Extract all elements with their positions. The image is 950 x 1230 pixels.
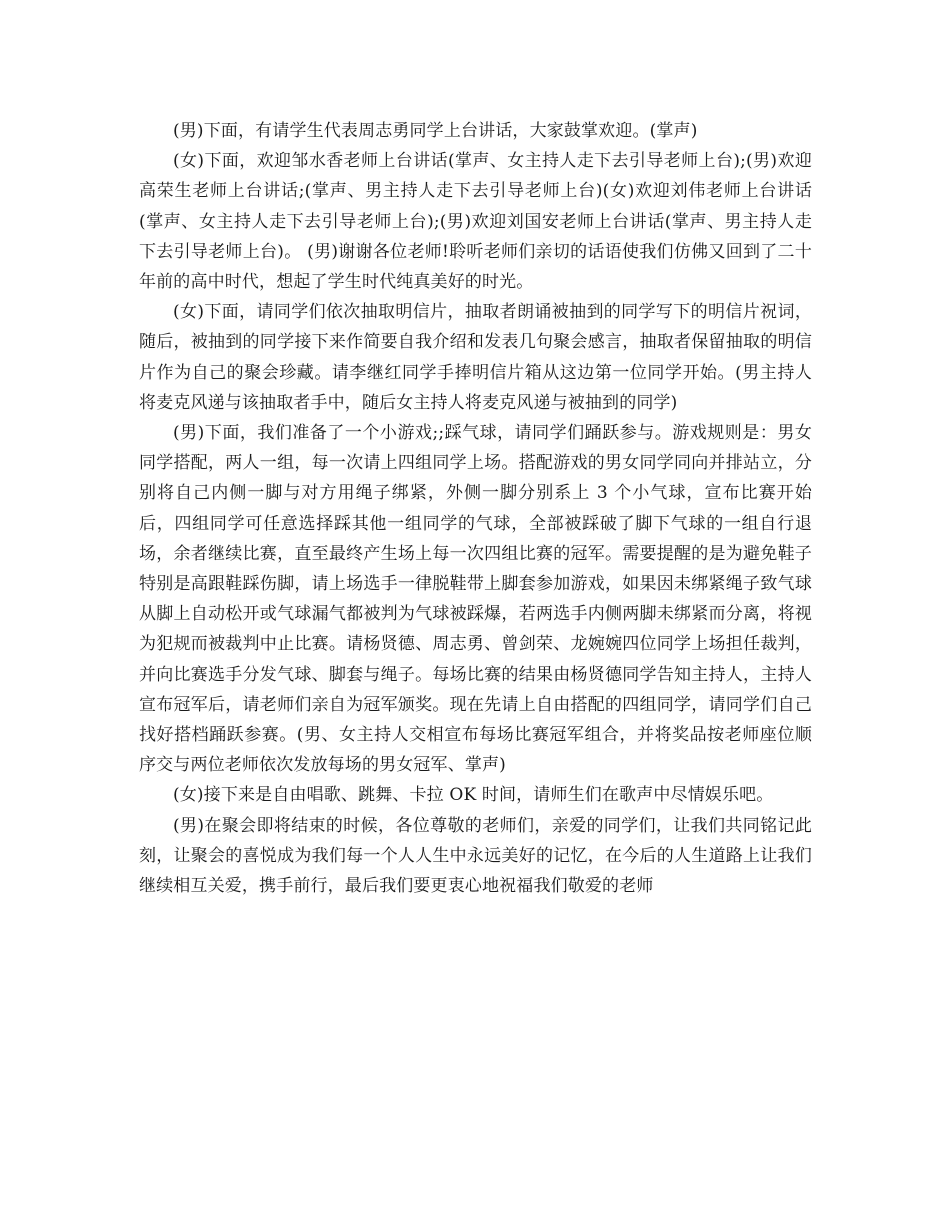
paragraph-karaoke: (女)接下来是自由唱歌、跳舞、卡拉 OK 时间，请师生们在歌声中尽情娱乐吧。 xyxy=(173,785,774,806)
paragraph-speaker-intro: (男)下面，有请学生代表周志勇同学上台讲话，大家鼓掌欢迎。(掌声) xyxy=(173,121,698,141)
paragraph-balloon-game: (男)下面，我们准备了一个小游戏;;踩气球，请同学们踊跃参与。游戏规则是：男女同学搭配，两人一组，每一次请上四组同学上场。搭配游戏的男女同学同向并排站立，分别将自己内侧一脚与对方用绳子绑紧，外侧一脚分别系上 3 个小气球，宣布比赛开始后，四组同学可任意选择踩其他一组同学的气球，全部被踩破了脚下气球的一组自行退场，余者继续比赛，直至最终产生场上每一次四组比赛的冠军。需要提醒的是为避免鞋子特别是高跟鞋踩伤脚，请上场选手一律脱鞋带上脚套参加游戏，如果因未绑紧绳子致气球从脚上自动松开或气球漏气都被判为气球被踩爆，若两选手内侧两脚未绑紧而分离，将视为犯规而被裁判中止比赛。请杨贤德、周志勇、曾剑荣、龙婉婉四位同学上场担任裁判，并向比赛选手分发气球、脚套与绳子。每场比赛的结果由杨贤德同学告知主持人，主持人宣布冠军后，请老师们亲自为冠军颁奖。现在先请上自由搭配的四组同学，请同学们自己找好搭档踊跃参赛。(男、女主持人交相宣布每场比赛冠军组合，并将奖品按老师座位顺序交与两位老师依次发放每场的男女冠军、掌声) xyxy=(139,423,812,776)
paragraph-closing: (男)在聚会即将结束的时候，各位尊敬的老师们，亲爱的同学们，让我们共同铭记此刻，让聚会的喜悦成为我们每一个人人生中永远美好的记忆，在今后的人生道路上让我们继续相互关爱，携手前行，最后我们要更衷心地祝福我们敬爱的老师 xyxy=(139,815,812,897)
paragraph-teacher-speeches: (女)下面，欢迎邹水香老师上台讲话(掌声、女主持人走下去引导老师上台);(男)欢迎高荣生老师上台讲话;(掌声、男主持人走下去引导老师上台)(女)欢迎刘伟老师上台讲话(掌声、女主持人走下去引导老师上台);(男)欢迎刘国安老师上台讲话(掌声、男主持人走下去引导老师上台)。 (男)谢谢各位老师!聆听老师们亲切的话语使我们仿佛又回到了二十年前的高中时代，想起了学生时代纯真美好的时光。 xyxy=(139,151,812,293)
paragraph-postcard-activity: (女)下面，请同学们依次抽取明信片，抽取者朗诵被抽到的同学写下的明信片祝词，随后，被抽到的同学接下来作简要自我介绍和发表几句聚会感言，抽取者保留抽取的明信片作为自己的聚会珍藏。请李继红同学手捧明信片箱从这边第一位同学开始。(男主持人将麦克风递与该抽取者手中，随后女主持人将麦克风递与被抽到的同学) xyxy=(139,302,812,413)
